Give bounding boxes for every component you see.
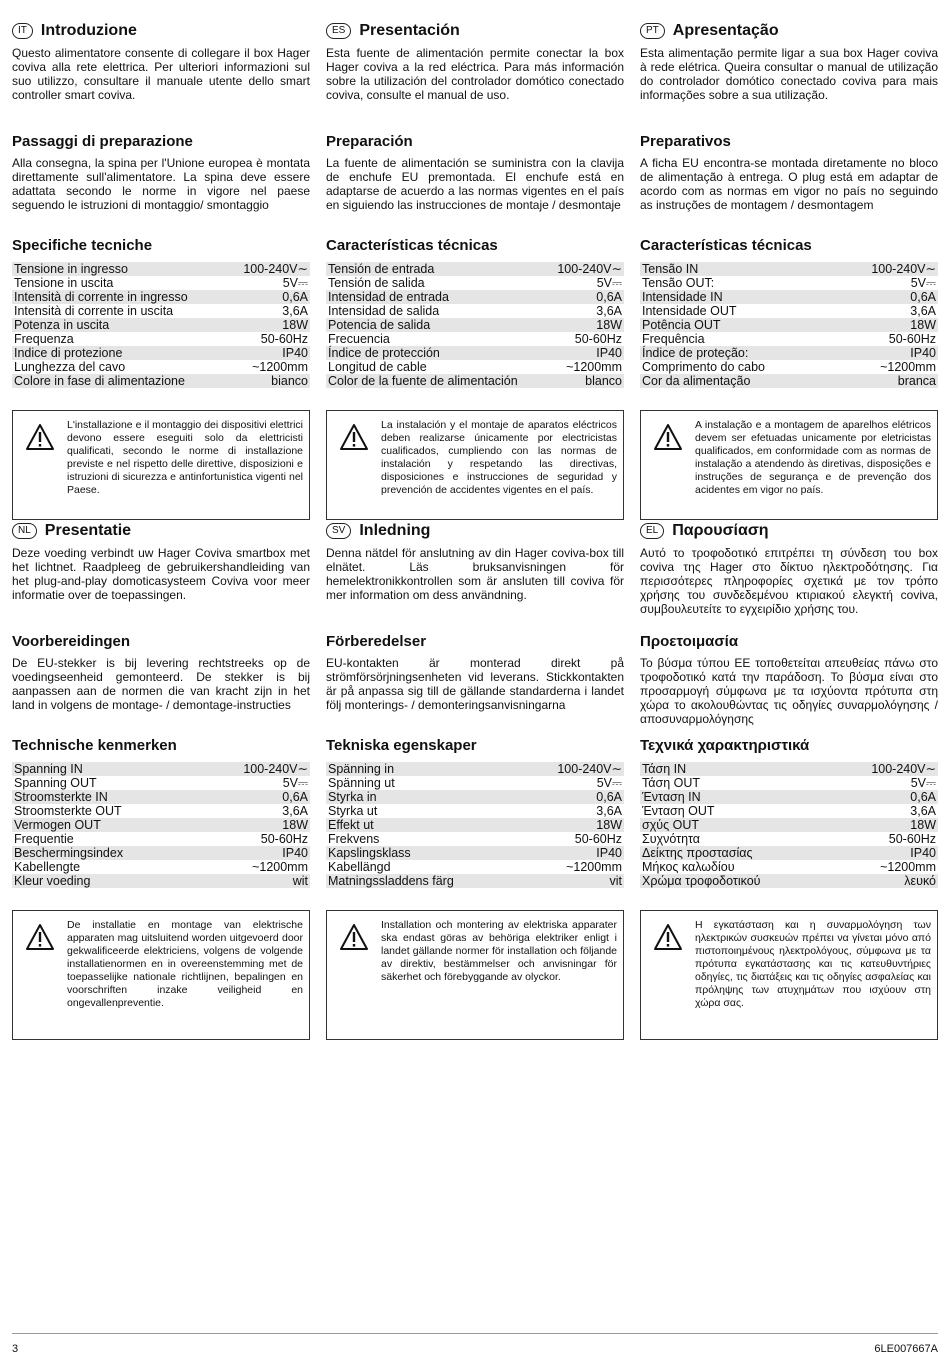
warning-triangle-icon: [19, 419, 61, 511]
spec-value: 100-240V∼: [546, 262, 624, 276]
spec-label: Comprimento do cabo: [642, 360, 765, 374]
spec-label: Índice de protección: [326, 346, 546, 360]
spec-label: Frequenza: [14, 332, 74, 346]
spec-value: 18W: [546, 318, 624, 332]
spec-label: Índice de proteção:: [640, 346, 833, 360]
spec-value: 50-60Hz: [888, 332, 936, 346]
preparation-text: EU-kontakten är monterad direkt på strömförsörjningsenheten vid leverans. Stickkontakten är på anpassa sig till de gällande standarderna i landet följ monterings- / demonteringsanvisningarna: [326, 656, 624, 712]
specs-title: Specifiche tecniche: [12, 237, 153, 254]
spec-row: [326, 360, 624, 374]
spec-label: Τάση IN: [640, 762, 831, 776]
section-title: Presentación: [359, 22, 460, 39]
language-badge: SV: [326, 523, 351, 539]
spec-label: Intensidad de salida: [328, 304, 440, 318]
spec-label: Vermogen OUT: [12, 818, 197, 832]
warning-text: De installatie en montage van elektrische apparaten mag uitsluitend worden uitgevoerd door gekwalificeerde elektriciens, volgens de volgende installatienormen en in overeenstemming met de toepasselijke nationale richtlijnen, bepalingen en voorschriften inzake veiligheid en ongevallenpreventie.: [67, 919, 303, 1009]
language-column-el: [640, 504, 938, 1040]
spec-row: [640, 360, 938, 374]
spec-value: 3,6A: [282, 304, 308, 318]
spec-value: 5V⎓: [282, 776, 308, 790]
spec-row: [640, 832, 938, 846]
intro-text: Denna nätdel för anslutning av din Hager coviva-box till elnätet. Läs bruksanvisningen för hemelektronikkontrollen som är ansluten till coviva för mer information om dess användning.: [326, 546, 624, 602]
specs-table: [326, 762, 624, 888]
spec-row: [640, 804, 938, 818]
preparation-title: Προετοιμασία: [640, 633, 739, 650]
spec-value: 0,6A: [546, 290, 624, 304]
spec-value: 5V⎓: [596, 776, 622, 790]
specs-title: Technische kenmerken: [12, 737, 177, 754]
spec-label: Kapslingsklass: [326, 846, 521, 860]
spec-label: Color de la fuente de alimentación: [326, 374, 546, 388]
language-badge: EL: [640, 523, 664, 539]
spec-value: 3,6A: [910, 804, 936, 818]
specs-title: Características técnicas: [326, 237, 498, 254]
spec-value: 0,6A: [521, 790, 624, 804]
spec-row: [640, 290, 938, 304]
spec-row: [640, 374, 938, 388]
preparation-title: Passaggi di preparazione: [12, 133, 193, 150]
spec-row: [12, 846, 310, 860]
spec-row: [326, 262, 624, 276]
spec-label: Tensão OUT:: [642, 276, 715, 290]
spec-label: Colore in fase di alimentazione: [12, 374, 227, 388]
spec-row: [640, 846, 938, 860]
spec-value: 0,6A: [197, 790, 310, 804]
spec-value: 18W: [833, 318, 938, 332]
warning-text: Η εγκατάσταση και η συναρμολόγηση των ηλεκτρικών συσκευών πρέπει να γίνεται μόνο από πιστοποιημένους ηλεκτρολόγους, σύμφωνα με τα πρότυπα εγκατάστασης και τις κατευθυντήριες οδηγίες, τις διατάξεις και τις οδηγίες ασφαλείας και πρόληψης των ατυχημάτων που ισχύουν στη χώρα σας.: [695, 919, 931, 1009]
spec-row: [326, 846, 624, 860]
spec-label: Intensità di corrente in uscita: [14, 304, 174, 318]
preparation-title: Preparación: [326, 133, 413, 150]
spec-label: Effekt ut: [326, 818, 521, 832]
spec-row: [12, 318, 310, 332]
warning-text: La instalación y el montaje de aparatos eléctricos deben realizarse únicamente por electricistas cualificados, cumpliendo con las normas de instalación y respetando las directivas, disposiciones e instrucciones de seguridad y prevención de accidentes vigentes en el país.: [381, 419, 617, 496]
preparation-title: Preparativos: [640, 133, 731, 150]
section-header: [326, 18, 624, 44]
preparation-text: La fuente de alimentación se suministra con la clavija de enchufe EU premontada. El enchufe está en adaptarse de acuerdo a las normas vigentes en el país en siguiendo las instrucciones de montaje / desmontaje: [326, 156, 624, 212]
spec-row: [12, 874, 310, 888]
spec-value: 50-60Hz: [260, 332, 308, 346]
language-column-it: [12, 4, 310, 520]
spec-value: IP40: [833, 346, 938, 360]
specs-table: [640, 762, 938, 888]
spec-label: Indice di protezione: [12, 346, 227, 360]
spec-row: [326, 346, 624, 360]
spec-label: Beschermingsindex: [12, 846, 197, 860]
spec-row: [12, 832, 310, 846]
spec-value: 50-60Hz: [574, 832, 622, 846]
safety-warning: [12, 910, 310, 1040]
intro-text: Questo alimentatore consente di collegare il box Hager coviva alla rete elettrica. Per ulteriori informazioni sul suo utilizzo, consultare il manuale utente dello smart controller smart coviva.: [12, 46, 310, 102]
warning-triangle-icon: [19, 919, 61, 1031]
spec-row: [640, 874, 938, 888]
spec-value: 3,6A: [282, 804, 308, 818]
spec-row: [640, 332, 938, 346]
spec-label: Kleur voeding: [12, 874, 197, 888]
spec-row: [640, 318, 938, 332]
spec-value: 3,6A: [910, 304, 936, 318]
spec-row: [640, 860, 938, 874]
spec-row: [12, 804, 310, 818]
spec-label: Potenza in uscita: [12, 318, 227, 332]
spec-value: ~1200mm: [252, 360, 308, 374]
preparation-text: Το βύσμα τύπου ΕΕ τοποθετείται απευθείας πάνω στο τροφοδοτικό κατά την παράδοση. Το βύσμα είναι στο προσαρμογή σύμφωνα με τα ισχύοντα πρότυπα στη χώρα το ακολουθώντας τις οδηγίες συναρμολόγησης / αποσυναρμολόγησης: [640, 656, 938, 726]
warning-triangle-icon: [647, 919, 689, 1031]
safety-warning: [640, 910, 938, 1040]
warning-triangle-icon: [647, 419, 689, 511]
spec-label: Spanning IN: [12, 762, 197, 776]
spec-label: Spanning OUT: [14, 776, 97, 790]
spec-value: blanco: [546, 374, 624, 388]
spec-row: [12, 346, 310, 360]
spec-label: Stroomsterkte IN: [12, 790, 197, 804]
spec-value: wit: [197, 874, 310, 888]
spec-value: 100-240V∼: [197, 762, 310, 776]
language-column-sv: [326, 504, 624, 1040]
spec-label: Cor da alimentação: [640, 374, 833, 388]
spec-label: Frekvens: [328, 832, 380, 846]
intro-text: Esta fuente de alimentación permite conectar la box Hager coviva a la red eléctrica. Para más información sobre la utilización del controlador domótico conectado coviva, consulte el manual de uso.: [326, 46, 624, 102]
spec-label: Spänning ut: [328, 776, 395, 790]
preparation-text: De EU-stekker is bij levering rechtstreeks op de voedingseenheid gemonteerd. De stekker is bij aanpassen aan de normen die van kracht zijn in het land in volgens de montage- / demontage-instructies: [12, 656, 310, 712]
preparation-title: Förberedelser: [326, 633, 427, 650]
spec-row: [12, 776, 310, 790]
section-header: [12, 18, 310, 44]
spec-value: ~1200mm: [566, 360, 622, 374]
spec-label: Styrka in: [326, 790, 521, 804]
spec-row: [326, 832, 624, 846]
spec-label: Potencia de salida: [326, 318, 546, 332]
specs-title: Características técnicas: [640, 237, 812, 254]
spec-row: [12, 360, 310, 374]
spec-label: Styrka ut: [328, 804, 378, 818]
spec-row: [12, 374, 310, 388]
language-badge: IT: [12, 23, 33, 39]
spec-label: Tensión de entrada: [326, 262, 546, 276]
spec-row: [12, 860, 310, 874]
spec-value: 100-240V∼: [521, 762, 624, 776]
spec-label: Tensión de salida: [328, 276, 425, 290]
spec-value: IP40: [521, 846, 624, 860]
spec-value: 18W: [227, 318, 310, 332]
spec-row: [326, 332, 624, 346]
spec-value: 50-60Hz: [260, 832, 308, 846]
spec-label: Συχνότητα: [642, 832, 701, 846]
language-column-nl: [12, 504, 310, 1040]
specs-table: [12, 762, 310, 888]
spec-value: bianco: [227, 374, 310, 388]
spec-row: [12, 790, 310, 804]
preparation-text: Alla consegna, la spina per l'Unione europea è montata direttamente sull'alimentatore. La spina deve essere adattata secondo le norme in vigore nel paese seguendo le istruzioni di montaggio/ smontaggio: [12, 156, 310, 212]
spec-label: Frequentie: [14, 832, 74, 846]
specs-title: Τεχνικά χαρακτηριστικά: [640, 737, 810, 754]
spec-row: [12, 762, 310, 776]
spec-row: [640, 346, 938, 360]
spec-value: 5V⎓: [910, 776, 936, 790]
preparation-text: A ficha EU encontra-se montada diretamente no bloco de alimentação à entrega. O plug está em adaptar de acordo com as normas em vigor no país no seguindo as instruções de montagem / desmontagem: [640, 156, 938, 212]
spec-label: Μήκος καλωδίου: [642, 860, 735, 874]
spec-label: Τάση OUT: [642, 776, 701, 790]
spec-label: Tensione in ingresso: [12, 262, 227, 276]
spec-label: Tensão IN: [640, 262, 833, 276]
warning-triangle-icon: [333, 419, 375, 511]
spec-label: Longitud de cable: [328, 360, 427, 374]
section-title: Apresentação: [672, 22, 779, 39]
spec-value: 100-240V∼: [831, 762, 938, 776]
spec-row: [12, 818, 310, 832]
spec-label: Χρώμα τροφοδοτικού: [640, 874, 831, 888]
spec-label: Frequência: [642, 332, 705, 346]
section-header: [640, 18, 938, 44]
spec-label: Ένταση IN: [640, 790, 831, 804]
spec-label: Δείκτης προστασίας: [640, 846, 831, 860]
spec-row: [326, 304, 624, 318]
spec-value: IP40: [831, 846, 938, 860]
spec-label: Intensidade IN: [640, 290, 833, 304]
spec-label: Spänning in: [326, 762, 521, 776]
spec-value: ~1200mm: [566, 860, 622, 874]
spec-value: 5V⎓: [596, 276, 622, 290]
section-title: Introduzione: [40, 22, 137, 39]
intro-text: Deze voeding verbindt uw Hager Coviva smartbox met het lichtnet. Raadpleeg de gebruikershandleiding van het plug-and-play domoticasysteem Coviva voor meer informatie over de toepassingen.: [12, 546, 310, 602]
spec-value: 50-60Hz: [574, 332, 622, 346]
specs-table: [326, 262, 624, 388]
spec-value: λευκό: [831, 874, 938, 888]
spec-row: [12, 290, 310, 304]
spec-row: [326, 762, 624, 776]
spec-value: ~1200mm: [880, 860, 936, 874]
spec-row: [326, 318, 624, 332]
language-column-es: [326, 4, 624, 520]
spec-row: [12, 276, 310, 290]
spec-value: IP40: [546, 346, 624, 360]
spec-label: Intensità di corrente in ingresso: [12, 290, 227, 304]
spec-row: [640, 762, 938, 776]
spec-row: [12, 304, 310, 318]
spec-label: Stroomsterkte OUT: [14, 804, 122, 818]
warning-text: A instalação e a montagem de aparelhos elétricos devem ser efetuadas unicamente por eletricistas qualificados, em conformidade com as normas de instalação a atendendo às diretivas, disposições e instruções de segurança e de prevenção dos acidentes em vigor no país.: [695, 419, 931, 496]
spec-row: [640, 262, 938, 276]
page-number: 3: [12, 1343, 19, 1355]
intro-text: Esta alimentação permite ligar a sua box Hager coviva à rede elétrica. Queira consultar o manual de utilização do controlador domótico conectado coviva para mais informações sobre a sua utilização.: [640, 46, 938, 102]
spec-row: [326, 290, 624, 304]
specs-table: [12, 262, 310, 388]
spec-row: [640, 790, 938, 804]
spec-row: [326, 874, 624, 888]
language-column-pt: [640, 4, 938, 520]
spec-label: Intensidad de entrada: [326, 290, 546, 304]
language-badge: PT: [640, 23, 665, 39]
spec-value: 0,6A: [833, 290, 938, 304]
spec-row: [326, 804, 624, 818]
spec-value: 3,6A: [596, 804, 622, 818]
document-code: 6LE007667A: [874, 1343, 938, 1355]
spec-row: [12, 332, 310, 346]
spec-row: [326, 790, 624, 804]
spec-label: Matningssladdens färg: [326, 874, 521, 888]
section-title: Inledning: [359, 522, 431, 539]
warning-triangle-icon: [333, 919, 375, 1031]
spec-value: 0,6A: [227, 290, 310, 304]
spec-value: 5V⎓: [282, 276, 308, 290]
section-header: [640, 518, 938, 544]
spec-value: 50-60Hz: [888, 832, 936, 846]
warning-text: Installation och montering av elektriska apparater ska endast göras av behöriga elektriker enligt i landet gällande normer för installation och följande av direktiv, bestämmelser och anvisningar för säkerhet och förebyggande av olyckor.: [381, 919, 617, 983]
intro-text: Αυτό το τροφοδοτικό επιτρέπει τη σύνδεση του box coviva της Hager στο δίκτυο ηλεκτροδότησης. Για περισσότερες πληροφορίες σχετικά με τον τρόπο χρήσης του συνδεδεμένου κτιριακού ελεγκτή coviva, συμβουλευτείτε το εγχειρίδιο χρήσης του.: [640, 546, 938, 616]
spec-value: 5V⎓: [910, 276, 936, 290]
spec-label: Intensidade OUT: [642, 304, 737, 318]
page-footer: [12, 1333, 938, 1355]
preparation-title: Voorbereidingen: [12, 633, 131, 650]
spec-value: ~1200mm: [880, 360, 936, 374]
spec-row: [640, 776, 938, 790]
specs-table: [640, 262, 938, 388]
safety-warning: [326, 910, 624, 1040]
spec-label: Tensione in uscita: [14, 276, 114, 290]
spec-row: [326, 276, 624, 290]
spec-label: Ένταση OUT: [642, 804, 715, 818]
spec-value: 3,6A: [596, 304, 622, 318]
spec-value: IP40: [227, 346, 310, 360]
spec-row: [326, 776, 624, 790]
spec-row: [326, 374, 624, 388]
spec-label: Kabellengte: [14, 860, 81, 874]
spec-value: branca: [833, 374, 938, 388]
specs-title: Tekniska egenskaper: [326, 737, 477, 754]
language-badge: ES: [326, 23, 351, 39]
section-header: [12, 518, 310, 544]
spec-value: IP40: [197, 846, 310, 860]
section-title: Παρουσίαση: [672, 522, 769, 539]
spec-label: σχύς OUT: [640, 818, 831, 832]
spec-row: [326, 818, 624, 832]
spec-row: [326, 860, 624, 874]
spec-label: Lunghezza del cavo: [14, 360, 126, 374]
warning-text: L'installazione e il montaggio dei dispositivi elettrici devono essere eseguiti solo da elettricisti qualificati, secondo le norme di installazione previste e nel rispetto delle direttive, disposizioni e istruzioni di sicurezza e antinfortunistica vigenti nel Paese.: [67, 419, 303, 496]
spec-value: ~1200mm: [252, 860, 308, 874]
spec-value: 100-240V∼: [833, 262, 938, 276]
spec-value: 100-240V∼: [227, 262, 310, 276]
spec-row: [640, 276, 938, 290]
spec-row: [640, 304, 938, 318]
language-badge: NL: [12, 523, 37, 539]
spec-value: vit: [521, 874, 624, 888]
spec-label: Frecuencia: [328, 332, 390, 346]
spec-label: Potência OUT: [640, 318, 833, 332]
spec-row: [12, 262, 310, 276]
spec-row: [640, 818, 938, 832]
spec-label: Kabellängd: [328, 860, 391, 874]
section-header: [326, 518, 624, 544]
spec-value: 0,6A: [831, 790, 938, 804]
spec-value: 18W: [521, 818, 624, 832]
spec-value: 18W: [197, 818, 310, 832]
section-title: Presentatie: [44, 522, 132, 539]
spec-value: 18W: [831, 818, 938, 832]
